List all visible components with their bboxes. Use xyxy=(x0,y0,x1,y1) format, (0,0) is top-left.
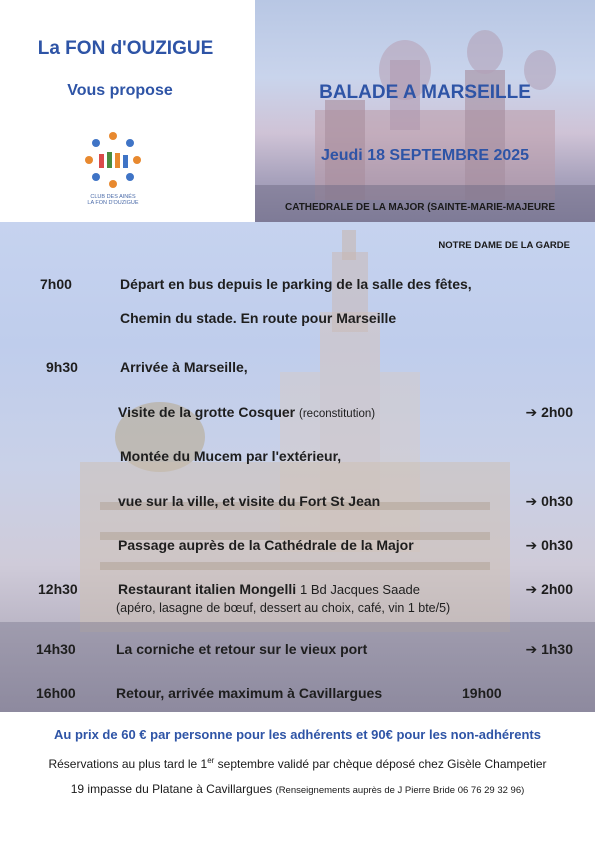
time-7h00: 7h00 xyxy=(40,276,72,292)
activity-text: Visite de la grotte Cosquer xyxy=(118,404,296,420)
restaurant-name: Restaurant italien Mongelli xyxy=(118,581,297,597)
duration: ➔ 2h00 xyxy=(525,404,573,420)
club-title: La FON d'OUZIGUE xyxy=(37,38,214,59)
logo-caption-line2: LA FON D'OUZIGUE xyxy=(87,200,139,206)
duration: ➔ 0h30 xyxy=(525,537,573,553)
schedule-line xyxy=(118,404,375,420)
schedule-line: Départ en bus depuis le parking de la salle des fêtes, xyxy=(120,276,472,292)
logo-caption-line1: CLUB DES AINÉS xyxy=(90,194,136,200)
cathedral-caption: CATHEDRALE DE LA MAJOR (SAINTE-MARIE-MAJEURE xyxy=(285,202,555,213)
schedule-line: La corniche et retour sur le vieux port xyxy=(116,641,368,657)
schedule-line: Chemin du stade. En route pour Marseille xyxy=(120,310,397,326)
schedule-line: Passage auprès de la Cathédrale de la Major xyxy=(118,537,414,553)
logo-caption xyxy=(70,194,156,206)
notre-dame-photo xyxy=(0,222,595,712)
schedule-line: Arrivée à Marseille, xyxy=(120,359,248,375)
duration: ➔ 0h30 xyxy=(525,493,573,509)
arrival-time: 19h00 xyxy=(462,685,502,701)
menu-note: (apéro, lasagne de bœuf, dessert au choix, café, vin 1 bte/5) xyxy=(116,601,451,615)
club-logo-icon xyxy=(78,128,148,192)
schedule-line: Retour, arrivée maximum à Cavillargues xyxy=(116,685,383,701)
reservation-post: septembre validé par chèque déposé chez Gisèle Champetier xyxy=(214,757,547,771)
time-9h30: 9h30 xyxy=(46,359,78,375)
schedule-line: Montée du Mucem par l'extérieur, xyxy=(120,448,342,464)
proposes-text: Vous propose xyxy=(67,82,173,99)
cathedral-illustration xyxy=(255,0,595,222)
schedule-line: vue sur la ville, et visite du Fort St Jean xyxy=(118,493,381,509)
duration: ➔ 2h00 xyxy=(525,581,573,597)
address-text xyxy=(0,782,595,796)
time-12h30: 12h30 xyxy=(38,581,78,597)
cathedral-photo xyxy=(255,0,595,222)
reservation-pre: Réservations au plus tard le 1 xyxy=(48,757,208,771)
schedule-line xyxy=(118,581,420,597)
time-16h00: 16h00 xyxy=(36,685,76,701)
duration: ➔ 1h30 xyxy=(525,641,573,657)
reservation-sup: er xyxy=(207,756,215,765)
activity-note: (reconstitution) xyxy=(299,408,376,420)
notre-dame-illustration xyxy=(0,222,595,712)
address: 19 impasse du Platane à Cavillargues xyxy=(70,782,273,796)
event-title: BALADE A MARSEILLE xyxy=(319,82,531,103)
contact-info: (Renseignements auprès de J Pierre Bride 06 76 29 32 96) xyxy=(275,785,525,796)
notredame-caption: NOTRE DAME DE LA GARDE xyxy=(438,240,570,251)
reservation-text xyxy=(0,756,595,771)
event-date: Jeudi 18 SEPTEMBRE 2025 xyxy=(320,147,530,164)
time-14h30: 14h30 xyxy=(36,641,76,657)
restaurant-address: 1 Bd Jacques Saade xyxy=(300,582,421,597)
price-text: Au prix de 60 € par personne pour les adhérents et 90€ pour les non-adhérents xyxy=(54,727,541,742)
